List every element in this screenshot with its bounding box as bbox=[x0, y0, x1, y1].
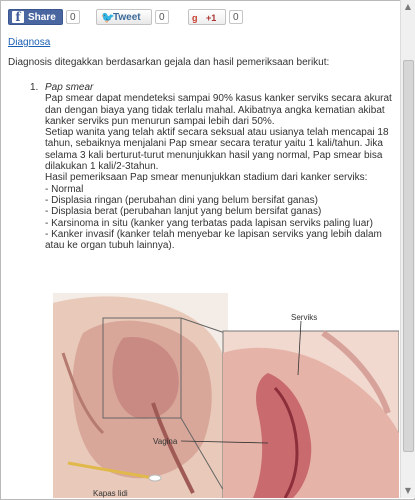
twitter-bird-icon: 🐦 bbox=[101, 12, 115, 24]
tweet-label: Tweet bbox=[113, 12, 141, 23]
stage-item: - Kanker invasif (kanker telah menyebar ke lapisan serviks yang lebih dalam atau ke organ tubuh lainnya). bbox=[45, 228, 382, 252]
serviks-label: Serviks bbox=[291, 313, 318, 322]
stage-item: - Displasia berat (perubahan lanjut yang belum bersifat ganas) bbox=[45, 206, 322, 218]
facebook-share-count: 0 bbox=[66, 10, 80, 24]
paragraph-schedule: Setiap wanita yang telah aktif secara seksual atau usianya telah mencapai 18 tahun, sebaiknya menjalani Pap smear secara teratur yaitu 1 kali/tahun. Jika selama 3 kali berturut-turut menunjukkan hasil yang normal, Pap smear bisa dilakukan 1 kali/2-3tahun. bbox=[45, 127, 389, 173]
facebook-share-button[interactable] bbox=[8, 9, 63, 25]
google-plus-icon: g bbox=[192, 13, 198, 23]
scroll-down-arrow-icon[interactable]: ▼ bbox=[404, 486, 412, 495]
pap-smear-illustration bbox=[53, 293, 399, 498]
diagnosa-link[interactable]: Diagnosa bbox=[8, 37, 51, 48]
stage-item: - Karsinoma in situ (kanker yang terbatas pada lapisan serviks paling luar) bbox=[45, 217, 373, 229]
google-plus-count: 0 bbox=[229, 10, 243, 24]
stage-item: - Normal bbox=[45, 183, 84, 195]
paragraph-results: Hasil pemeriksaan Pap smear menunjukkan stadium dari kanker serviks: bbox=[45, 172, 368, 184]
facebook-icon: f bbox=[12, 11, 24, 23]
google-plus-button[interactable] bbox=[188, 9, 226, 25]
kapas-lidi-label: Kapas lidi bbox=[93, 489, 128, 498]
google-plus-label: +1 bbox=[206, 13, 217, 23]
stage-item: - Displasia ringan (perubahan dini yang belum bersifat ganas) bbox=[45, 194, 318, 206]
scroll-up-arrow-icon[interactable]: ▲ bbox=[404, 2, 412, 11]
facebook-share-label: Share bbox=[28, 12, 56, 23]
list-item-title: Pap smear bbox=[45, 82, 94, 93]
paragraph-accuracy: Pap smear dapat mendeteksi sampai 90% kasus kanker serviks secara akurat dan dengan biaya yang tidak terlalu mahal. Akibatnya angka kematian akibat kanker serviks pun menurun sampai lebih dari 50%. bbox=[45, 93, 392, 127]
vagina-label: Vagina bbox=[153, 437, 178, 446]
pap-smear-section bbox=[45, 82, 400, 251]
list-number: 1. bbox=[30, 82, 39, 93]
scrollbar-thumb[interactable] bbox=[403, 60, 414, 452]
anatomy-drawing bbox=[53, 293, 399, 498]
tweet-count: 0 bbox=[155, 10, 169, 24]
intro-text: Diagnosis ditegakkan berdasarkan gejala dan hasil pemeriksaan berikut: bbox=[8, 57, 330, 68]
tweet-button[interactable] bbox=[96, 9, 152, 25]
vertical-scrollbar[interactable] bbox=[400, 0, 415, 498]
